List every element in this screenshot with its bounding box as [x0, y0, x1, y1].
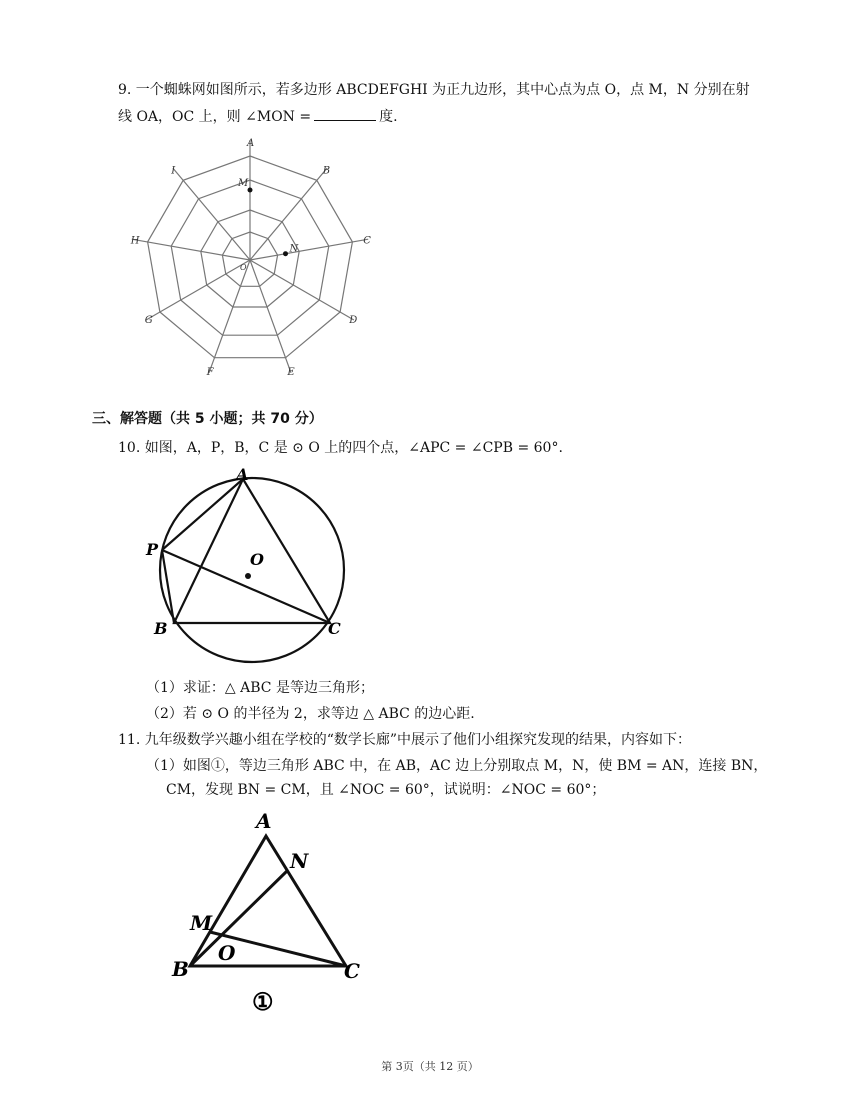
spiderweb-drawing	[132, 140, 368, 373]
vertex-label-c: C	[363, 235, 371, 247]
q9-line2-prefix: 线 OA，OC 上，则 ∠MON =	[118, 109, 312, 125]
q9-line2-suffix: 度.	[379, 109, 398, 125]
vertex-label-f: F	[206, 366, 214, 378]
triangle-figure-1	[168, 808, 388, 1018]
q11-part1-line1: （1）如图①，等边三角形 ABC 中，在 AB，AC 边上分别取点 M，N，使 BM = AN，连接 BN，	[146, 758, 768, 774]
q10-part2: （2）若 ⊙ O 的半径为 2，求等边 △ ABC 的边心距.	[146, 706, 475, 722]
page-footer: 第 3页（共 12 页）	[381, 1060, 479, 1073]
point-m	[248, 188, 253, 193]
point-label-m: M	[238, 178, 249, 189]
circle-figure	[140, 465, 360, 668]
q9-line2	[118, 106, 398, 127]
vertex-label-a: A	[247, 138, 255, 149]
center-point-o	[245, 573, 251, 579]
segment-pc	[162, 550, 330, 623]
circle-o	[160, 478, 344, 662]
point-n	[283, 251, 288, 256]
vertex-label-i: I	[171, 165, 176, 177]
q9-line1: 9. 一个蜘蛛网如图所示，若多边形 ABCDEFGHI 为正九边形，其中心点为点 O，点 M，N 分别在射	[118, 82, 750, 98]
q11-stem: 11. 九年级数学兴趣小组在学校的“数学长廊”中展示了他们小组探究发现的结果，内容如下：	[118, 732, 692, 748]
label-p: P	[146, 540, 159, 559]
label-m: M	[190, 911, 213, 935]
web-spoke-d	[250, 260, 354, 320]
label-c: C	[344, 959, 360, 983]
q11-part1-line2: CM，发现 BN = CM，且 ∠NOC = 60°，试说明：∠NOC = 60°；	[166, 782, 606, 798]
label-c: C	[328, 619, 341, 638]
figure-caption: ①	[252, 987, 274, 1016]
q10-part1: （1）求证：△ ABC 是等边三角形；	[146, 680, 374, 696]
q9-answer-blank[interactable]	[314, 106, 376, 121]
vertex-label-g: G	[144, 315, 153, 326]
point-label-n: N	[289, 243, 299, 255]
label-a: A	[236, 465, 249, 484]
section-title: 三、解答题（共 5 小题；共 70 分）	[92, 411, 323, 427]
label-n: N	[290, 849, 309, 873]
q10-stem: 10. 如图，A，P，B，C 是 ⊙ O 上的四个点，∠APC = ∠CPB = 60°.	[118, 440, 563, 456]
label-a: A	[256, 809, 272, 833]
segment-pa	[162, 479, 243, 550]
label-b: B	[172, 957, 189, 981]
vertex-label-d: D	[349, 315, 358, 326]
vertex-label-b: B	[322, 165, 331, 177]
web-spoke-g	[146, 260, 250, 320]
segment-pb	[162, 550, 174, 623]
vertex-label-e: E	[287, 366, 295, 378]
vertex-label-h: H	[130, 235, 140, 247]
label-o: O	[250, 550, 264, 569]
point-label-o: O	[240, 263, 247, 272]
label-b: B	[154, 619, 168, 638]
spiderweb-figure	[130, 132, 390, 378]
label-o: O	[218, 941, 236, 965]
